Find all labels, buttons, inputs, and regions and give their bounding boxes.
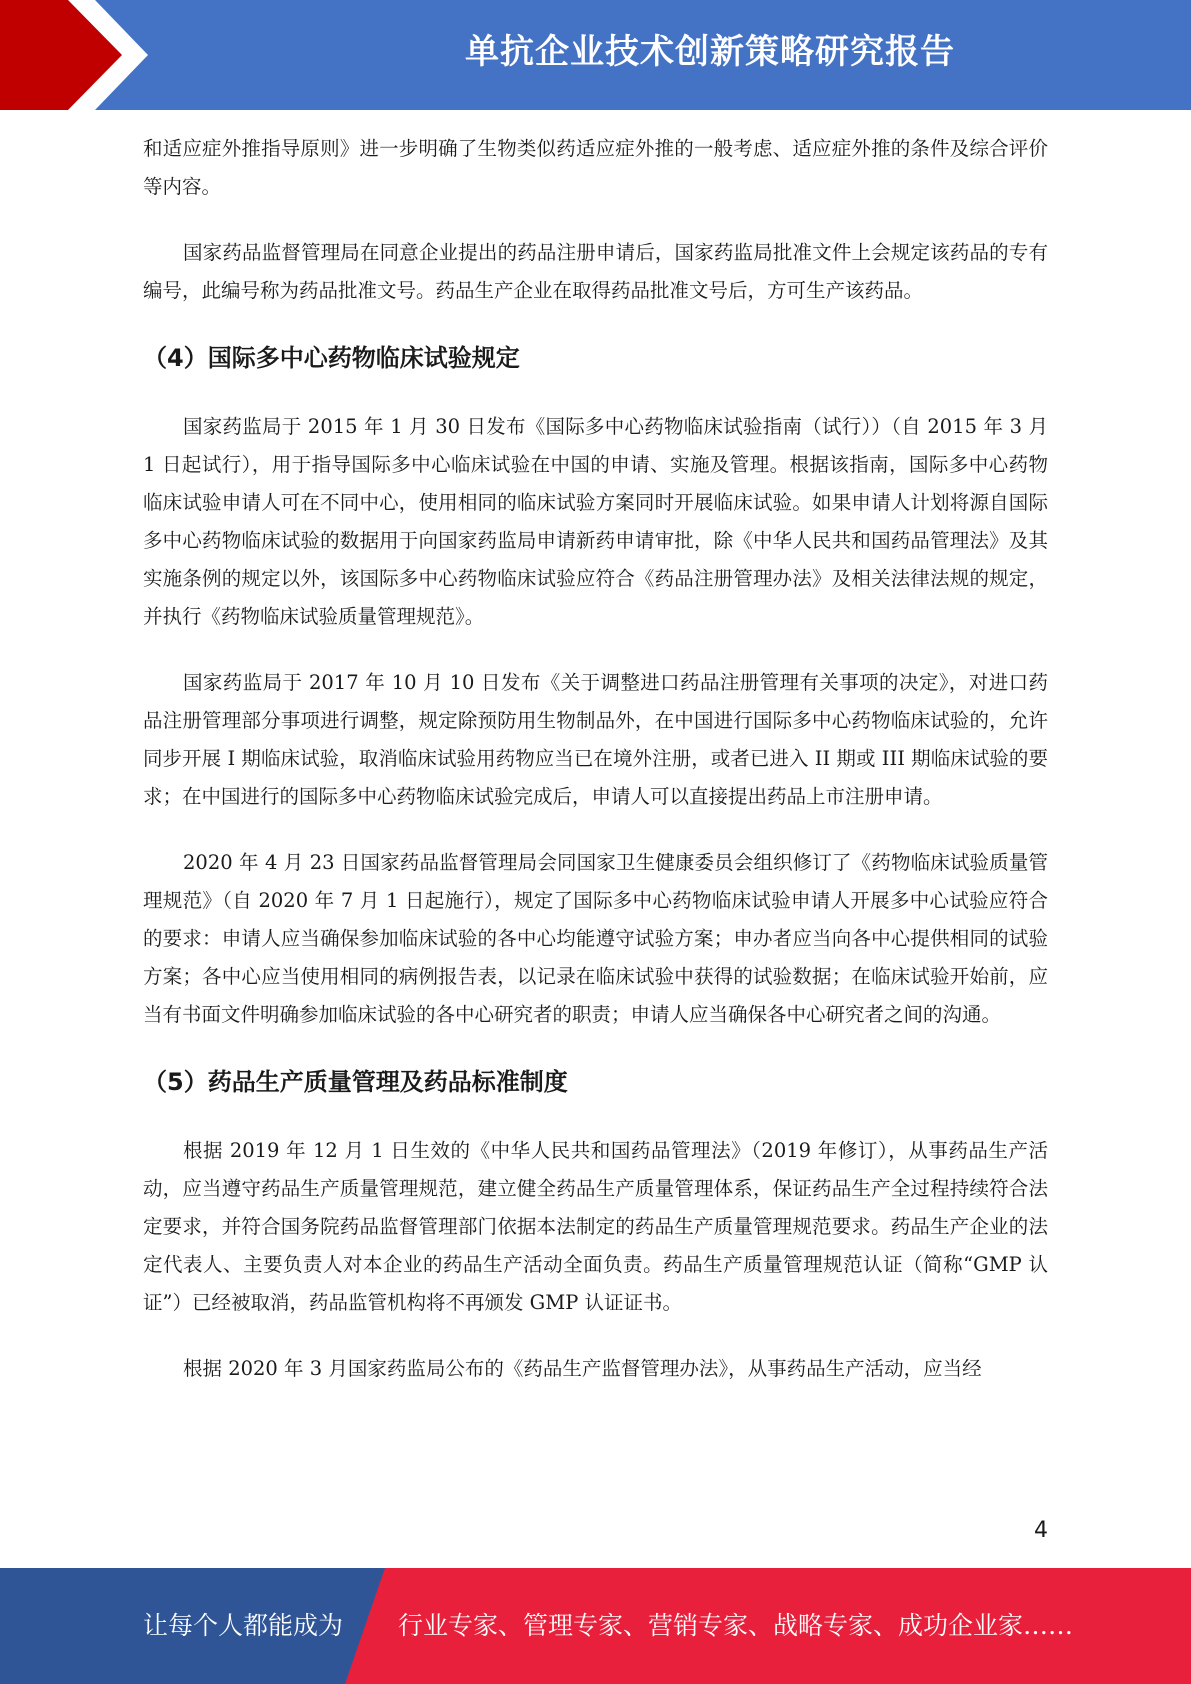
page-footer bbox=[0, 1568, 1191, 1684]
paragraph-gcp-revision: 2020 年 4 月 23 日国家药品监督管理局会同国家卫生健康委员会组织修订了《药物临床试验质量管理规范》（自 2020 年 7 月 1 日起施行），规定了国际多中心药物临床试验申请人开展多中心试验应符合的要求：申请人应当确保参加临床试验的各中心均能遵守试验方案；申办者应当向各中心提供相同的试验方案；各中心应当使用相同的病例报告表，以记录在临床试验中获得的试验数据；在临床试验开始前，应当有书面文件明确参加临床试验的各中心研究者的职责；申请人应当确保各中心研究者之间的沟通。 bbox=[143, 851, 1048, 1026]
header-arrow-decoration bbox=[0, 0, 160, 110]
section-heading-5: （5）药品生产质量管理及药品标准制度 bbox=[143, 1068, 568, 1096]
report-title: 单抗企业技术创新策略研究报告 bbox=[465, 32, 955, 72]
footer-slogan-right: 行业专家、管理专家、营销专家、战略专家、成功企业家…… bbox=[398, 1611, 1074, 1640]
page-header bbox=[0, 0, 1191, 110]
paragraph-mrct-guideline: 国家药监局于 2015 年 1 月 30 日发布《国际多中心药物临床试验指南（试行））（自 2015 年 3 月 1 日起试行），用于指导国际多中心临床试验在中国的申请、实施及管理。根据该指南，国际多中心药物临床试验申请人可在不同中心，使用相同的临床试验方案同时开展临床试验。如果申请人计划将源自国际多中心药物临床试验的数据用于向国家药监局申请新药申请审批，除《中华人民共和国药品管理法》及其实施条例的规定以外，该国际多中心药物临床试验应符合《药品注册管理办法》及相关法律法规的规定，并执行《药物临床试验质量管理规范》。 bbox=[143, 415, 1048, 628]
section-heading-4: （4）国际多中心药物临床试验规定 bbox=[143, 344, 520, 372]
footer-slogan-left: 让每个人都能成为 bbox=[143, 1611, 344, 1640]
page-number: 4 bbox=[1034, 1518, 1048, 1543]
document-body bbox=[143, 130, 1048, 1416]
paragraph-import-registration: 国家药监局于 2017 年 10 月 10 日发布《关于调整进口药品注册管理有关事项的决定》，对进口药品注册管理部分事项进行调整，规定除预防用生物制品外，在中国进行国际多中心药物临床试验的，允许同步开展 I 期临床试验，取消临床试验用药物应当已在境外注册，或者已进入 II 期或 III 期临床试验的要求；在中国进行的国际多中心药物临床试验完成后，申请人可以直接提出药品上市注册申请。 bbox=[143, 671, 1048, 808]
paragraph-extrapolation: 和适应症外推指导原则》进一步明确了生物类似药适应症外推的一般考虑、适应症外推的条件及综合评价等内容。 bbox=[143, 137, 1048, 198]
paragraph-production-supervision: 根据 2020 年 3 月国家药监局公布的《药品生产监督管理办法》，从事药品生产活动，应当经 bbox=[183, 1357, 982, 1380]
paragraph-drug-administration-law: 根据 2019 年 12 月 1 日生效的《中华人民共和国药品管理法》（2019 年修订），从事药品生产活动，应当遵守药品生产质量管理规范，建立健全药品生产质量管理体系，保证药品生产全过程持续符合法定要求，并符合国务院药品监督管理部门依据本法制定的药品生产质量管理规范要求。药品生产企业的法定代表人、主要负责人对本企业的药品生产活动全面负责。药品生产质量管理规范认证（简称“GMP 认证”）已经被取消，药品监管机构将不再颁发 GMP 认证证书。 bbox=[143, 1139, 1048, 1314]
paragraph-approval-number: 国家药品监督管理局在同意企业提出的药品注册申请后，国家药监局批准文件上会规定该药品的专有编号，此编号称为药品批准文号。药品生产企业在取得药品批准文号后，方可生产该药品。 bbox=[143, 241, 1048, 302]
